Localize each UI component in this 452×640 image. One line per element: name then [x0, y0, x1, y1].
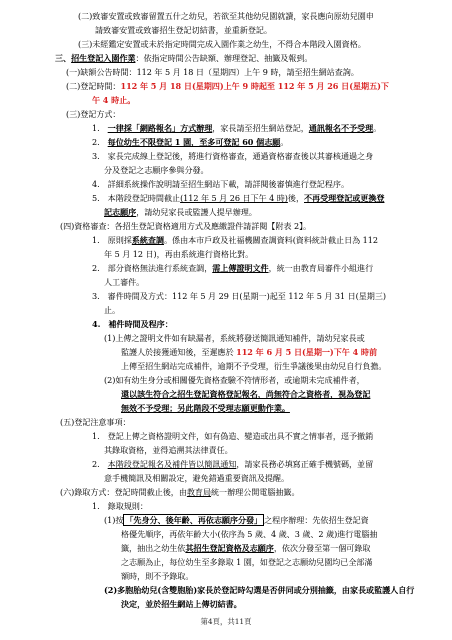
text-run: 後，: [287, 193, 304, 203]
text-run: (二)登記時間：: [66, 81, 121, 91]
text-line: [104, 333, 365, 344]
text-run: 上傳至招生網站完成補件，逾期不予受理，衍生爭議後果由幼兒自行負擔。: [121, 361, 387, 371]
text-run: (2)如有幼生身分或相關優先資格查驗不符情形者，或逾期未完成補件者，: [104, 375, 365, 385]
text-run: 本階段登記報名及補件皆以簡訊通知: [107, 459, 237, 469]
text-run: (六)錄取方式：登記時間截止後，由: [60, 487, 187, 497]
text-run: (二)致審安置或致審留置五什之幼兒，若欲至其他幼兒園就讀，家長應向原幼兒園申: [78, 11, 374, 21]
text-line: [92, 151, 373, 162]
text-run: 系統查調: [131, 235, 164, 245]
text-line: [92, 291, 386, 302]
text-run: 意手機簡訊及相關設定，避免錯過重要資訊及提醒。: [104, 473, 290, 483]
text-run: 。係由本市戶政及社福機關查調資料(資料統計截止日為 112: [164, 235, 378, 245]
text-line: [66, 109, 120, 120]
text-line: [92, 263, 373, 274]
text-line: [121, 571, 193, 582]
text-line: [60, 487, 300, 498]
text-line: [78, 39, 366, 50]
text-run: 監護人於接獲通知後，至遲應於: [121, 347, 237, 357]
text-run: ，請家長務必填寫正確手機號碼，並留: [236, 459, 374, 469]
text-line: [95, 25, 272, 36]
text-line: [104, 375, 365, 386]
text-line: [60, 417, 131, 428]
text-run: 額時，則不予錄取。: [121, 571, 194, 581]
text-line: [121, 403, 290, 414]
text-line: [60, 221, 311, 232]
text-run: 之程序辦理：先依招生登記資: [264, 515, 369, 525]
text-line: [66, 67, 359, 78]
text-run: 還以該生符合之招生登記資格登記報名，尚無符合之資格者，視為登記: [121, 389, 371, 399]
text-line: [104, 445, 233, 456]
text-line: [104, 585, 414, 596]
text-line: [92, 95, 135, 106]
text-run: 1. 原則採: [92, 235, 132, 245]
text-run: (三)未經鑑定安置或未於指定時間完成入園作業之幼生，不得合本階段入園資格。: [78, 39, 366, 49]
text-line: [92, 235, 378, 246]
text-line: [92, 459, 373, 470]
text-run: 3. 家長完成線上登記後，將進行資格審查，通過資格審查後以其審核通過之身: [92, 151, 374, 161]
text-run: 其招生登記資格及志願序: [185, 543, 274, 553]
text-run: ，家長請至招生網站登記，: [212, 123, 309, 133]
text-run: (1)上傳之證明文件如有缺漏者，系統將發送簡訊通知補件，請幼兒家長或: [104, 333, 365, 343]
text-run: 3. 審件時間及方式：112 年 5 月 29 日(星期一)起至 112 年 5 月 31 日(星期三): [92, 291, 387, 301]
text-run: 不再受理登記或更換登: [304, 193, 385, 203]
text-run: (2)多胞胎幼兒(含雙胞胎): [104, 585, 198, 595]
text-run: 統一辦理公開電腦抽籤。: [211, 487, 300, 497]
text-run: 需上傳證明文件: [212, 263, 269, 273]
text-line: [104, 277, 144, 288]
text-run: 。: [280, 137, 289, 147]
text-line: [92, 123, 381, 134]
text-run: 午 4 時止。: [92, 95, 136, 105]
text-line: [121, 347, 377, 358]
text-run: 招生登記入園作業: [71, 53, 136, 63]
text-run: 年 5 月 12 日)，再由系統進行資格比對。: [104, 249, 254, 259]
text-run: (1)按: [104, 515, 124, 525]
text-run: (五)登記注意事項：: [60, 417, 131, 427]
text-run: 每位幼生不限登記 1 園，至多可登記 60 個志願: [107, 137, 281, 147]
page-footer: 第4頁，共11頁: [200, 617, 252, 626]
text-line: [121, 529, 377, 540]
text-run: 請致審安置或致審招生登記切結書，並重新登記。: [95, 25, 272, 35]
text-line: [121, 599, 242, 610]
text-line: [92, 193, 384, 204]
text-run: 4. 補件時間及程序：: [92, 319, 173, 329]
text-line: [104, 473, 289, 484]
text-run: 2.: [92, 459, 108, 469]
text-run: 三、: [55, 53, 72, 63]
text-run: 5. 本階段登記時間截止: [92, 193, 181, 203]
text-line: [66, 81, 389, 92]
text-run: (112 年 5 月 26 日下午 4 時): [180, 193, 288, 203]
text-line: [92, 431, 373, 442]
text-line: [92, 137, 288, 148]
text-run: 112 年 5 月 18 日(星期四)上午 9 時起至 112 年 5 月 26 日(星期五)下: [120, 81, 389, 91]
text-run: ，統一由教育局審件小組進行: [268, 263, 374, 273]
text-run: 2. 部分資格無法進行系統查調，: [92, 263, 213, 273]
text-run: 「先身分、後年齡、再依志願序分發」: [125, 515, 263, 525]
text-run: 4. 詳細系統操作說明請至招生網站下載，請詳閱後審慎進行登記程序。: [92, 179, 349, 189]
text-run: 記志願序: [104, 207, 137, 217]
text-line: [78, 11, 374, 22]
text-run: 之志願為止，每位幼生至多錄取 1 園，如登記之志願幼兒園均已全部滿: [121, 557, 373, 567]
text-run: 其錄取資格，並得追溯其法律責任。: [104, 445, 233, 455]
text-line: [55, 53, 312, 64]
text-run: 2.: [92, 137, 108, 147]
text-line: [104, 515, 369, 526]
text-line: [92, 319, 173, 330]
text-run: 1. 錄取規則：: [92, 501, 148, 511]
text-run: 家長於登記時勾選是否併同或分別抽籤，由家長或監護人自行: [197, 585, 415, 595]
text-run: 通訊報名不予受理: [308, 123, 374, 133]
text-run: 分及登記之志願序參與分發。: [104, 165, 209, 175]
text-run: (四)資格審查：各招生登記資格適用方式及應繳證件請詳閱【附表 2】。: [60, 221, 312, 231]
text-run: ，依次分發至第一個可錄取: [273, 543, 371, 553]
text-run: 112 年 6 月 5 日(星期一)下午 4 時前: [236, 347, 378, 357]
text-run: ，請幼兒家長或監護人提早辦理。: [136, 207, 257, 217]
text-run: 止。: [104, 305, 121, 315]
text-line: [104, 249, 253, 260]
text-run: 1.: [92, 123, 108, 133]
text-line: [121, 361, 386, 372]
text-run: (一)缺額公告時間：112 年 5 月 18 日（星期四）上午 9 時，請至招生網站查詢。: [66, 67, 359, 77]
text-line: [121, 389, 370, 400]
text-line: [104, 305, 120, 316]
text-run: 籤，抽出之幼生依: [121, 543, 186, 553]
text-line: [92, 501, 148, 512]
text-line: [104, 207, 257, 218]
text-line: [104, 165, 209, 176]
text-run: 一律採「網路報名」方式辦理: [107, 123, 213, 133]
text-line: [92, 179, 349, 190]
text-run: ：依指定時間公告缺額、辦理登記、抽籤及報到。: [135, 53, 313, 63]
text-run: 格優先順序，再依年齡大小(依序為 5 歲、4 歲、3 歲、2 歲)進行電腦抽: [121, 529, 378, 539]
text-line: [121, 543, 370, 554]
text-run: 1. 登記上傳之資格證明文件，如有偽造、變造或出具不實之情事者，逕予撤銷: [92, 431, 374, 441]
text-line: [121, 557, 372, 568]
text-run: 無效不予受理；另此階段不受理志願更動作業。: [121, 403, 290, 413]
text-run: (三)登記方式：: [66, 109, 121, 119]
text-run: 決定，並於招生網站上傳切結書。: [121, 599, 242, 609]
text-run: 教育局: [186, 487, 212, 497]
text-run: 人工審件。: [104, 277, 145, 287]
text-run: 。: [373, 123, 382, 133]
